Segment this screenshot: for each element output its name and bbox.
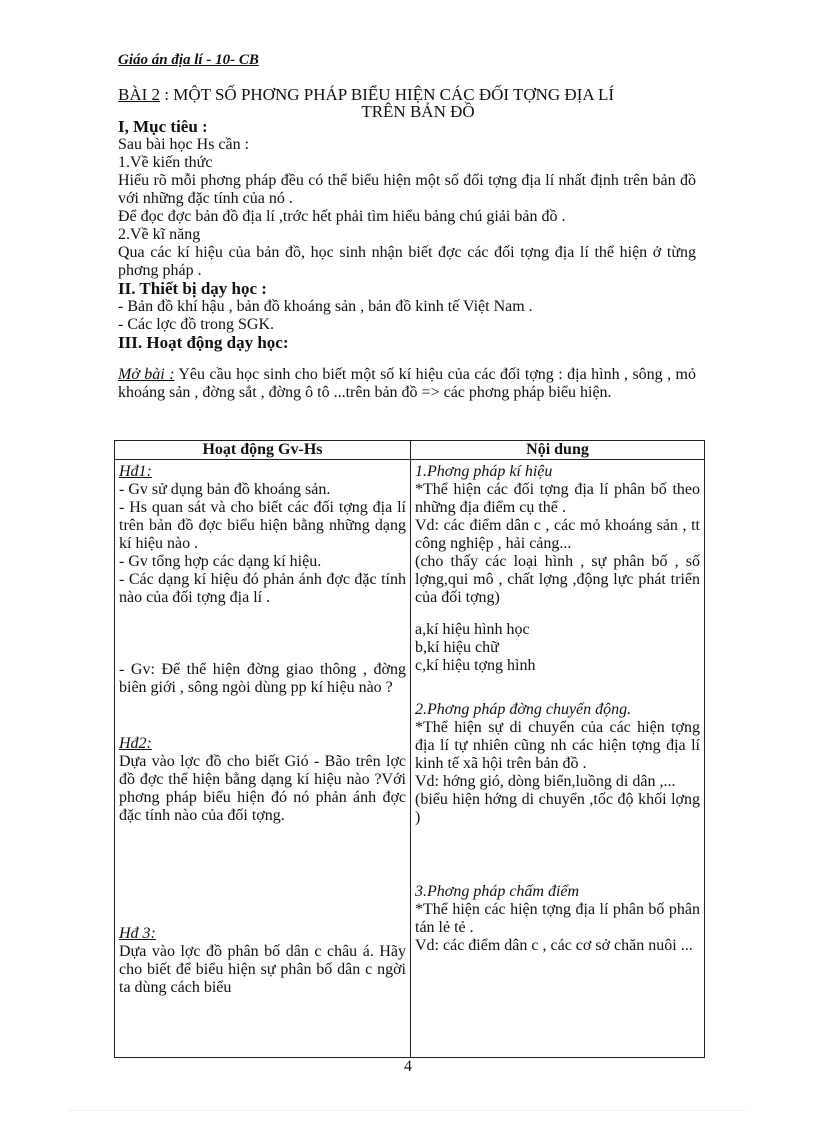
- opening-label: Mở bài :: [118, 366, 175, 383]
- activities-heading: III. Hoạt động dạy học:: [118, 333, 289, 352]
- method-1-title: 1.Phơng pháp kí hiệu: [415, 463, 553, 480]
- method-1-line-1: *Thể hiện các đối tợng địa lí phân bố theo những địa điểm cụ thể .: [415, 481, 700, 516]
- opening-text: Yêu cầu học sinh cho biết một số kí hiệu của các đối tợng : địa hình , sông , mỏ khoáng sản , đờng sắt , đờng ô tô ...trên bản đồ => các phơng pháp biểu hiện.: [118, 366, 697, 401]
- skills-paragraph: Qua các kí hiệu của bản đồ, học sinh nhận biết đợc các đối tợng địa lí thể hiện ở từng phơng pháp .: [118, 244, 696, 279]
- activity-3-label: Hđ 3:: [119, 925, 156, 942]
- activity-1-line-5: - Gv: Để thể hiện đờng giao thông , đờng biên giới , sông ngòi dùng pp kí hiệu nào ?: [119, 661, 406, 696]
- activity-1-line-4: - Các dạng kí hiệu đó phản ánh đợc đặc tính nào của đối tợng địa lí .: [119, 571, 406, 606]
- method-2-title: 2.Phơng pháp đờng chuyển động.: [415, 701, 632, 718]
- equipment-item-2: - Các lợc đồ trong SGK.: [118, 316, 274, 333]
- activity-3-text: Dựa vào lợc đồ phân bố dân c châu á. Hãy cho biết để biểu hiện sự phân bố dân c ngời ta dùng cách biểu: [119, 943, 406, 996]
- page-number: 4: [404, 1058, 412, 1075]
- footer-divider: [70, 1110, 746, 1111]
- method-3-line-2: Vd: các điểm dân c , các cơ sở chăn nuôi ...: [415, 937, 693, 954]
- opening-paragraph: [118, 366, 696, 402]
- column-header-content: Nội dung: [411, 441, 705, 460]
- activities-cell: [115, 460, 411, 1058]
- knowledge-paragraph-2: Để đọc đợc bản đồ địa lí ,trớc hết phải tìm hiểu bảng chú giải bản đồ .: [118, 208, 566, 225]
- method-1-line-2: Vd: các điểm dân c , các mỏ khoáng sản , tt công nghiệp , hải cảng...: [415, 517, 700, 552]
- objectives-heading: I, Mục tiêu :: [118, 117, 208, 136]
- lesson-label: BÀI 2: [118, 85, 161, 104]
- lesson-body: [118, 118, 696, 402]
- equipment-heading: II. Thiết bị dạy học :: [118, 279, 267, 298]
- knowledge-paragraph-1: Hiểu rõ mỗi phơng pháp đều có thể biểu hiện một số đối tợng địa lí nhất định trên bản đồ với những đặc tính của nó .: [118, 172, 696, 207]
- activity-1-line-1: - Gv sử dụng bản đồ khoáng sản.: [119, 481, 331, 498]
- method-1-item-a: a,kí hiệu hình học: [415, 621, 530, 638]
- method-2-line-3: (biểu hiện hớng di chuyển ,tốc độ khối lợng ): [415, 791, 700, 826]
- knowledge-heading: 1.Về kiến thức: [118, 154, 213, 171]
- method-2-line-2: Vd: hớng gió, dòng biển,luồng di dân ,...: [415, 773, 676, 790]
- method-1-line-3: (cho thấy các loại hình , sự phân bố , số lợng,qui mô , chất lợng ,động lực phát triển của đối tợng): [415, 553, 700, 606]
- equipment-item-1: - Bản đồ khí hậu , bản đồ khoáng sản , bản đồ kinh tế Việt Nam .: [118, 298, 533, 315]
- activity-1-label: Hđ1:: [119, 463, 152, 480]
- skills-heading: 2.Về kĩ năng: [118, 226, 201, 243]
- lesson-title: [118, 86, 698, 120]
- lesson-plan-table: [114, 440, 705, 1058]
- content-cell: [411, 460, 705, 1058]
- method-1-item-c: c,kí hiệu tợng hình: [415, 657, 536, 674]
- method-1-item-b: b,kí hiệu chữ: [415, 639, 499, 656]
- lesson-title-line1: : MỘT SỐ PHƠNG PHÁP BIỂU HIỆN CÁC ĐỐI TỢNG ĐỊA LÍ: [160, 85, 615, 104]
- method-2-line-1: *Thể hiện sự di chuyển của các hiện tợng địa lí tự nhiên cũng nh các hiện tợng địa lí kinh tế xã hội trên bản đồ .: [415, 719, 700, 772]
- method-3-title: 3.Phơng pháp chấm điểm: [415, 883, 580, 900]
- page-header: Giáo án địa lí - 10- CB: [118, 52, 259, 68]
- activity-1-line-3: - Gv tổng hợp các dạng kí hiệu.: [119, 553, 322, 570]
- activity-2-text: Dựa vào lợc đồ cho biết Gió - Bão trên lợc đồ đợc thể hiện bằng dạng kí hiệu nào ?Với phơng pháp biểu hiện đó nó phản ánh đợc đặc tính nào của đối tợng.: [119, 753, 406, 824]
- column-header-activities: Hoạt động Gv-Hs: [115, 441, 411, 460]
- lesson-title-line2: TRÊN BẢN ĐỒ: [361, 102, 475, 121]
- activity-2-label: Hđ2:: [119, 735, 152, 752]
- activity-1-line-2: - Hs quan sát và cho biết các đối tợng địa lí trên bản đồ đợc biểu hiện bằng những dạng kí hiệu nào .: [119, 499, 406, 552]
- method-3-line-1: *Thể hiện các hiện tợng địa lí phân bố phân tán lẻ tẻ .: [415, 901, 700, 936]
- intro-text: Sau bài học Hs cần :: [118, 136, 250, 153]
